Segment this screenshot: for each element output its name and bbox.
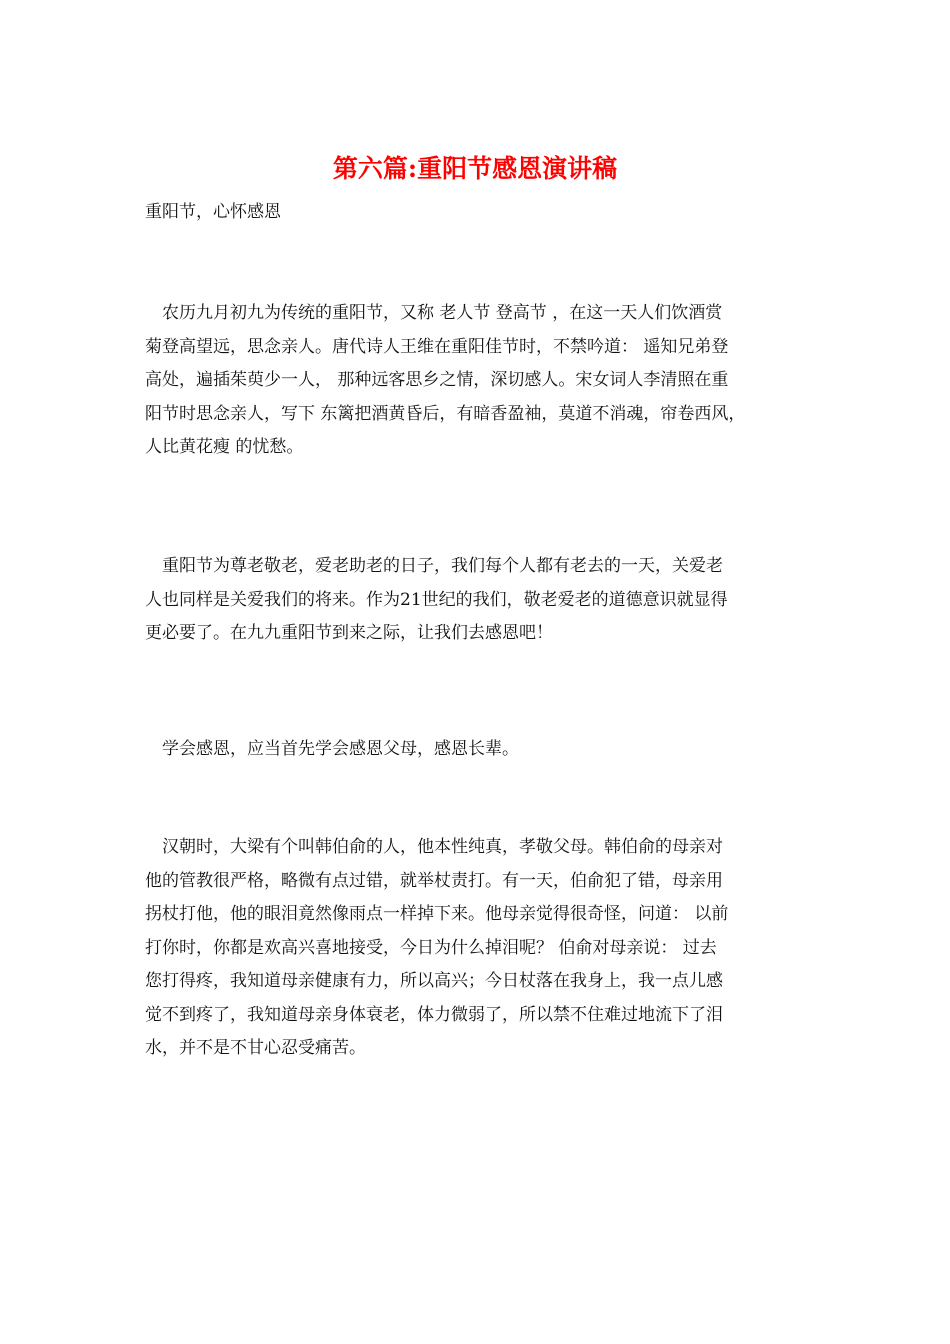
paragraph-line: 重阳节为尊老敬老，爱老助老的日子，我们每个人都有老去的一天，关爱老 (145, 556, 723, 576)
document-title: 第六篇:重阳节感恩演讲稿 (332, 154, 618, 183)
paragraph-line: 他的管教很严格，略微有点过错，就举杖责打。有一天，伯俞犯了错，母亲用 (145, 870, 723, 891)
paragraph-line: 打你时，你都是欢高兴喜地接受，今日为什么掉泪呢？ 伯俞对母亲说： 过去 (145, 937, 717, 958)
paragraph-line: 学会感恩，应当首先学会感恩父母，感恩长辈。 (145, 739, 519, 759)
paragraph-line: 水，并不是不甘心忍受痛苦。 (145, 1038, 366, 1058)
paragraph-line: 菊登高望远，思念亲人。唐代诗人王维在重阳佳节时，不禁吟道： 遥知兄弟登 (145, 336, 729, 357)
paragraph-line: 高处，遍插茱萸少一人， 那种远客思乡之情，深切感人。宋女词人李清照在重 (145, 370, 729, 390)
paragraph-line: 拐杖打他，他的眼泪竟然像雨点一样掉下来。他母亲觉得很奇怪，问道： 以前 (145, 904, 729, 924)
paragraph-line: 阳节时思念亲人，写下 东篱把酒黄昏后，有暗香盈袖，莫道不消魂，帘卷西风， (145, 403, 746, 424)
paragraph-4 (145, 831, 810, 1066)
paragraph-1 (145, 297, 810, 465)
document-subtitle: 重阳节，心怀感恩 (145, 202, 281, 222)
paragraph-line: 人也同样是关爱我们的将来。作为21世纪的我们，敬老爱老的道德意识就显得 (145, 589, 728, 610)
paragraph-line: 汉朝时，大梁有个叫韩伯俞的人，他本性纯真，孝敬父母。韩伯俞的母亲对 (145, 837, 723, 857)
paragraph-line: 农历九月初九为传统的重阳节，又称 老人节 登高节 ，在这一天人们饮酒赏 (145, 303, 723, 323)
paragraph-3 (145, 733, 810, 767)
paragraph-line: 觉不到疼了，我知道母亲身体衰老，体力微弱了，所以禁不住难过地流下了泪 (145, 1004, 723, 1025)
paragraph-2 (145, 550, 810, 651)
paragraph-line: 您打得疼，我知道母亲健康有力，所以高兴；今日杖落在我身上，我一点儿感 (145, 971, 723, 991)
paragraph-line: 更必要了。在九九重阳节到来之际，让我们去感恩吧！ (145, 623, 553, 643)
paragraph-line: 人比黄花瘦 的忧愁。 (145, 437, 304, 457)
